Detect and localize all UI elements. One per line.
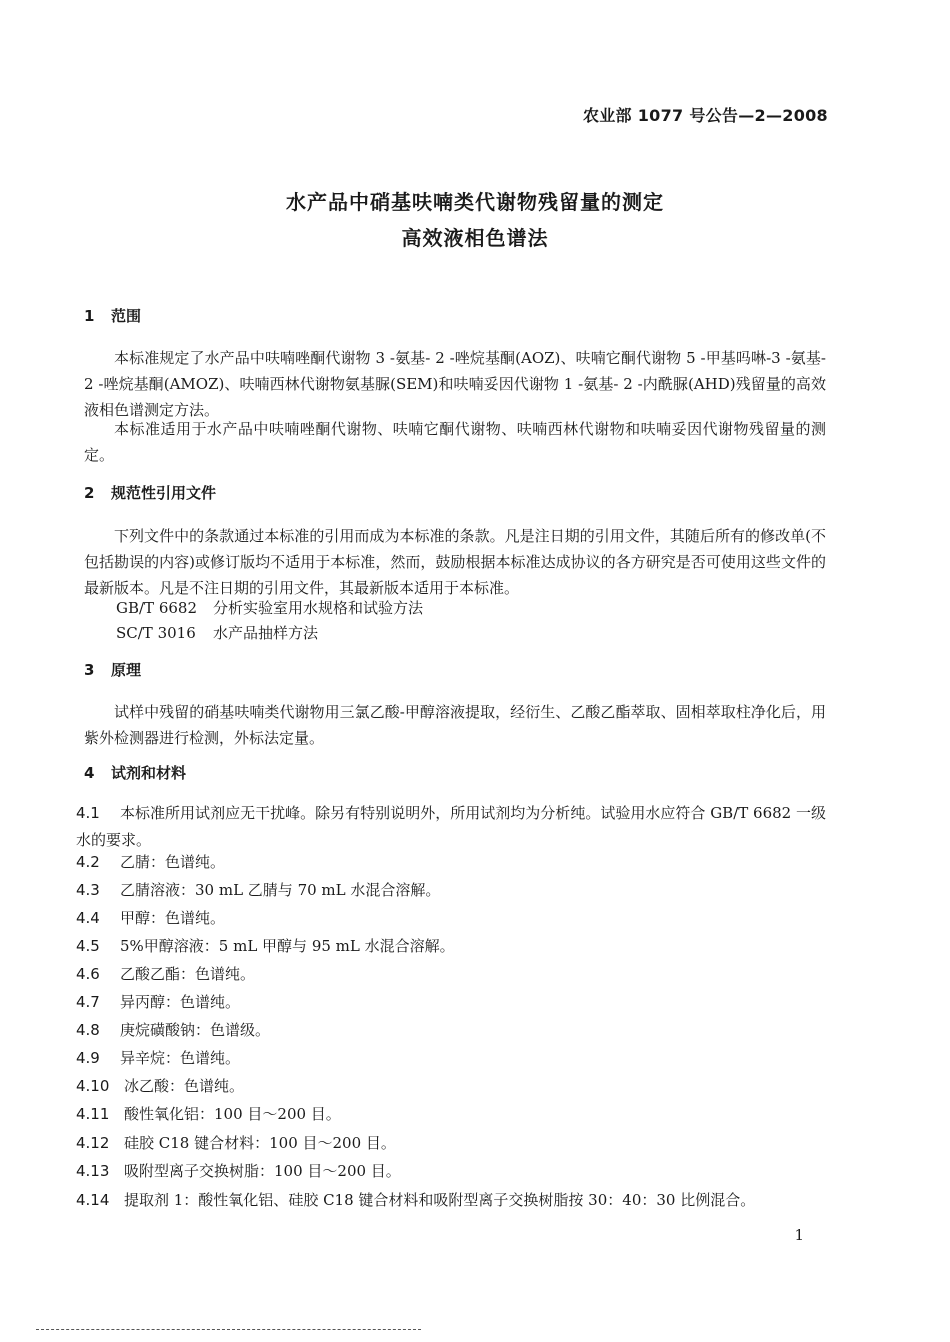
reference-code: SC/T 3016	[116, 624, 196, 642]
clause-item	[76, 1075, 244, 1096]
standard-code: 农业部 1077 号公告—2—2008	[582, 106, 828, 125]
clause-item	[76, 991, 240, 1012]
clause-item	[76, 1047, 240, 1068]
section-title: 规范性引用文件	[111, 484, 217, 502]
clause-number: 4.2	[76, 853, 100, 871]
section-4-heading	[84, 762, 186, 783]
section-1-paragraph-1: 本标准规定了水产品中呋喃唑酮代谢物 3 -氨基- 2 -唑烷基酮(AOZ)、呋喃它酮代谢物 5 -甲基吗啉-3 -氨基- 2 -唑烷基酮(AMOZ)、呋喃西林代谢物氨基脲(SEM)和呋喃妥因代谢物 1 -氨基- 2 -内酰脲(AHD)残留量的高效液相色谱测定方法。	[84, 349, 826, 419]
section-2-paragraph-1: 下列文件中的条款通过本标准的引用而成为本标准的条款。凡是注日期的引用文件，其随后所有的修改单(不包括勘误的内容)或修订版均不适用于本标准，然而，鼓励根据本标准达成协议的各方研究是否可使用这些文件的最新版本。凡是不注日期的引用文件，其最新版本适用于本标准。	[84, 527, 826, 597]
section-number: 3	[84, 661, 95, 679]
reference-title: 分析实验室用水规格和试验方法	[213, 599, 424, 617]
clause-item	[76, 935, 455, 956]
document-subtitle: 高效液相色谱法	[401, 226, 549, 250]
section-number: 1	[84, 307, 95, 325]
clause-text: 异辛烷：色谱纯。	[120, 1049, 241, 1067]
section-title: 范围	[111, 307, 142, 325]
clause-number: 4.7	[76, 993, 100, 1011]
clause-number: 4.1	[76, 804, 100, 822]
clause-number: 4.9	[76, 1049, 100, 1067]
clause-number: 4.8	[76, 1021, 100, 1039]
section-3-heading	[84, 659, 141, 680]
page-number: 1	[794, 1226, 804, 1244]
reference-title: 水产品抽样方法	[213, 624, 319, 642]
clause-item	[76, 851, 225, 872]
normative-reference	[116, 622, 318, 643]
clause-item	[76, 1160, 401, 1181]
clause-number: 4.6	[76, 965, 100, 983]
clause-number: 4.14	[76, 1191, 110, 1209]
clause-text: 甲醇：色谱纯。	[120, 909, 226, 927]
clause-text: 5%甲醇溶液：5 mL 甲醇与 95 mL 水混合溶解。	[120, 937, 455, 955]
clause-text: 乙腈：色谱纯。	[120, 853, 226, 871]
clause-number: 4.10	[76, 1077, 110, 1095]
clause-text: 吸附型离子交换树脂：100 目～200 目。	[124, 1162, 401, 1180]
clause-text: 酸性氧化铝：100 目～200 目。	[124, 1105, 341, 1123]
clause-item	[76, 1103, 341, 1124]
section-title: 试剂和材料	[111, 764, 187, 782]
clause-number: 4.12	[76, 1134, 110, 1152]
section-1-paragraph-2: 本标准适用于水产品中呋喃唑酮代谢物、呋喃它酮代谢物、呋喃西林代谢物和呋喃妥因代谢物残留量的测定。	[84, 420, 826, 464]
clause-item	[76, 1019, 270, 1040]
clause-text: 本标准所用试剂应无干扰峰。除另有特别说明外，所用试剂均为分析纯。试验用水应符合 GB/T 6682 一级水的要求。	[76, 804, 826, 849]
clause-number: 4.5	[76, 937, 100, 955]
clause-text: 乙腈溶液：30 mL 乙腈与 70 mL 水混合溶解。	[120, 881, 441, 899]
document-title: 水产品中硝基呋喃类代谢物残留量的测定	[286, 190, 664, 214]
clause-text: 乙酸乙酯：色谱纯。	[120, 965, 256, 983]
clause-item	[76, 800, 826, 854]
section-number: 2	[84, 484, 95, 502]
section-3-paragraph-1: 试样中残留的硝基呋喃类代谢物用三氯乙酸-甲醇溶液提取，经衍生、乙酸乙酯萃取、固相萃取柱净化后，用紫外检测器进行检测，外标法定量。	[84, 703, 826, 747]
clause-text: 异丙醇：色谱纯。	[120, 993, 241, 1011]
clause-text: 冰乙酸：色谱纯。	[124, 1077, 245, 1095]
normative-reference	[116, 597, 423, 618]
clause-text: 硅胶 C18 键合材料：100 目～200 目。	[124, 1134, 396, 1152]
section-1-heading	[84, 305, 141, 326]
reference-code: GB/T 6682	[116, 599, 198, 617]
clause-number: 4.4	[76, 909, 100, 927]
clause-text: 庚烷磺酸钠：色谱级。	[120, 1021, 271, 1039]
section-2-heading	[84, 482, 216, 503]
clause-number: 4.13	[76, 1162, 110, 1180]
section-title: 原理	[111, 661, 142, 679]
clause-item	[76, 879, 440, 900]
clause-item	[76, 1189, 755, 1210]
clause-item	[76, 963, 255, 984]
clause-text: 提取剂 1：酸性氧化铝、硅胶 C18 键合材料和吸附型离子交换树脂按 30：40：30 比例混合。	[124, 1191, 756, 1209]
clause-item	[76, 907, 225, 928]
clause-number: 4.3	[76, 881, 100, 899]
clause-item	[76, 1132, 396, 1153]
footer-divider	[36, 1329, 421, 1330]
section-number: 4	[84, 764, 95, 782]
clause-number: 4.11	[76, 1105, 110, 1123]
